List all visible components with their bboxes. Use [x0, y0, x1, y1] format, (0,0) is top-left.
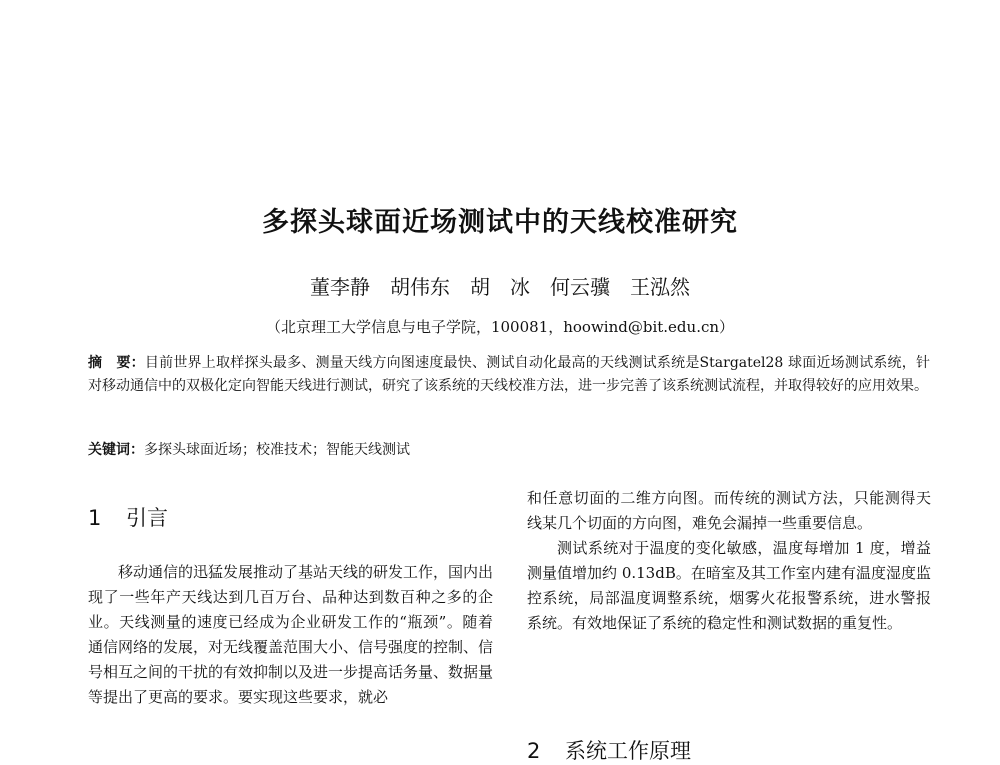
right-column	[527, 486, 931, 636]
section1-title: 引言	[126, 506, 168, 530]
section2-title: 系统工作原理	[565, 739, 691, 763]
abstract-block	[88, 352, 930, 398]
right-para-1: 和任意切面的二维方向图。而传统的测试方法，只能测得天线某几个切面的方向图，难免会漏掉一些重要信息。	[527, 489, 931, 532]
affiliation: （北京理工大学信息与电子学院，100081，hoowind@bit.edu.cn）	[265, 318, 735, 336]
section1-heading	[88, 502, 168, 532]
keywords-label: 关键词：	[88, 442, 144, 458]
right-para-2: 测试系统对于温度的变化敏感，温度每增加 1 度，增益测量值增加约 0.13dB。在暗室及其工作室内建有温度湿度监控系统，局部温度调整系统，烟雾火花报警系统，进水警报系统。有效地保证了系统的稳定性和测试数据的重复性。	[527, 539, 931, 632]
section2-number: 2	[527, 739, 541, 763]
abstract-text: 目前世界上取样探头最多、测量天线方向图速度最快、测试自动化最高的天线测试系统是Stargatel28 球面近场测试系统，针对移动通信中的双极化定向智能天线进行测试，研究了该系统的天线校准方法，进一步完善了该系统测试流程，并取得较好的应用效果。	[88, 355, 930, 394]
section2-heading	[527, 735, 691, 765]
abstract-label: 摘 要：	[88, 355, 145, 371]
section1-number: 1	[88, 506, 102, 530]
author-list: 董李静 胡伟东 胡 冰 何云骥 王泓然	[310, 275, 690, 299]
keywords-block	[88, 439, 930, 461]
paper-title: 多探头球面近场测试中的天线校准研究	[262, 207, 738, 238]
left-column	[88, 560, 493, 710]
section1-paragraph: 移动通信的迅猛发展推动了基站天线的研发工作，国内出现了一些年产天线达到几百万台、品种达到数百种之多的企业。天线测量的速度已经成为企业研发工作的“瓶颈”。随着通信网络的发展，对无线覆盖范围大小、信号强度的控制、信号相互之间的干扰的有效抑制以及进一步提高话务量、数据量等提出了更高的要求。要实现这些要求，就必	[88, 563, 494, 706]
keywords-text: 多探头球面近场；校准技术；智能天线测试	[144, 442, 410, 458]
